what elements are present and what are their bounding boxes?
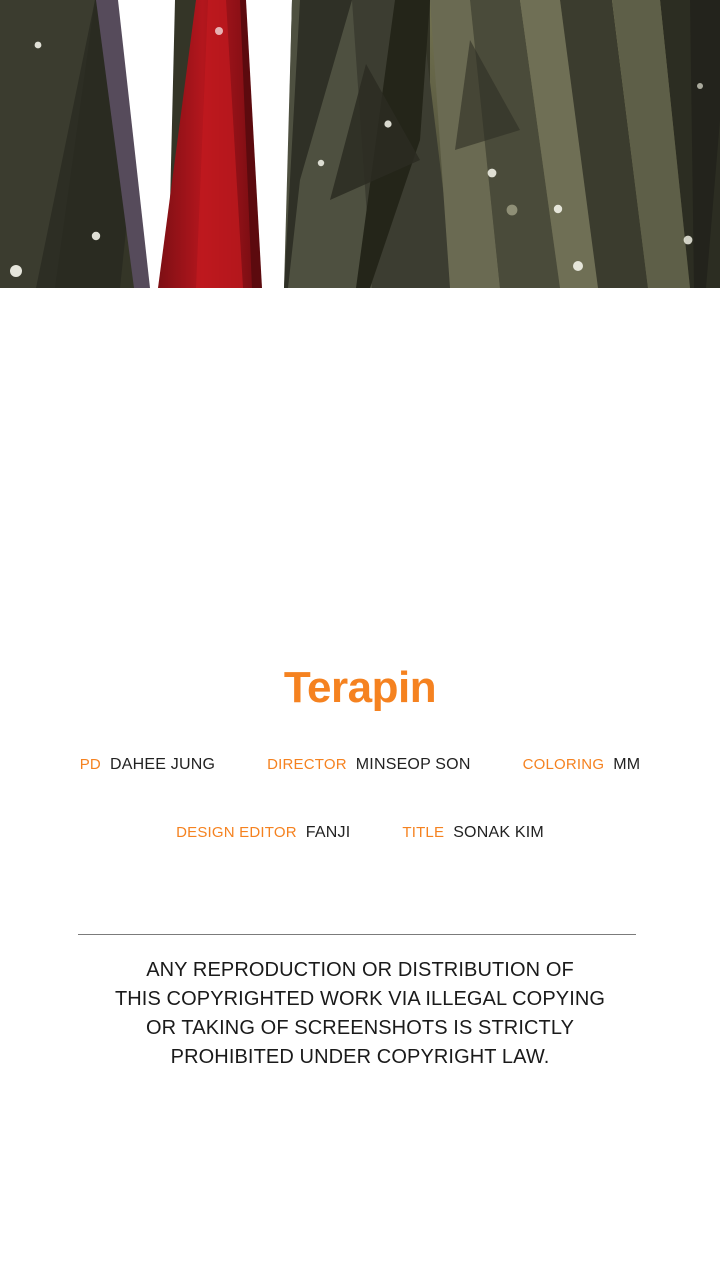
credit-name: SONAK KIM [453, 824, 544, 841]
notice-line: PROHIBITED UNDER COPYRIGHT LAW. [170, 1046, 550, 1068]
credit-item [267, 756, 471, 774]
credit-role: DIRECTOR [267, 756, 347, 773]
credit-name: MM [613, 756, 641, 773]
credit-row [0, 824, 720, 842]
brand-title: Terapin [283, 663, 437, 712]
divider [78, 934, 636, 935]
copyright-notice [0, 956, 720, 1072]
credit-role: DESIGN EDITOR [176, 824, 297, 841]
credit-name: MINSEOP SON [355, 756, 471, 773]
credit-row [0, 756, 720, 774]
notice-line: THIS COPYRIGHTED WORK VIA ILLEGAL COPYING [114, 988, 606, 1010]
artwork-illustration [0, 0, 720, 288]
credits-list [0, 756, 720, 892]
credit-role: TITLE [402, 824, 445, 841]
notice-line: OR TAKING OF SCREENSHOTS IS STRICTLY [145, 1017, 575, 1039]
credit-name: DAHEE JUNG [109, 756, 216, 773]
credit-item [176, 824, 350, 842]
credit-role: PD [79, 756, 101, 773]
credit-item [523, 756, 641, 774]
credit-item [402, 824, 544, 842]
artwork-panel [0, 0, 720, 288]
credit-item [80, 756, 215, 774]
credit-name: FANJI [305, 824, 351, 841]
credits-panel [0, 288, 720, 1274]
credit-role: COLORING [522, 756, 605, 773]
notice-line: ANY REPRODUCTION OR DISTRIBUTION OF [146, 959, 574, 981]
